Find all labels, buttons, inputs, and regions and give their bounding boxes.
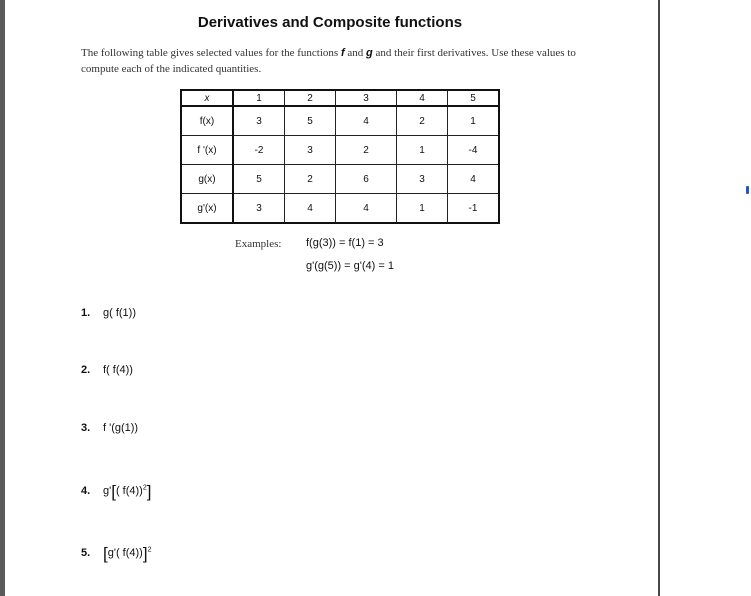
table-cell: 5 bbox=[233, 165, 285, 194]
table-cell: 6 bbox=[336, 165, 397, 194]
header-cell: 5 bbox=[448, 90, 500, 106]
header-cell: 1 bbox=[233, 90, 285, 106]
open-bracket: [ bbox=[103, 544, 108, 563]
table-cell: 4 bbox=[336, 194, 397, 224]
table-row-fprime bbox=[181, 136, 499, 165]
table-cell: -1 bbox=[448, 194, 500, 224]
intro-g: g bbox=[366, 47, 373, 59]
scroll-marker bbox=[746, 186, 749, 194]
header-cell: 2 bbox=[285, 90, 336, 106]
table-cell: 4 bbox=[336, 106, 397, 136]
table-row-gprime bbox=[181, 194, 499, 224]
expr-inner: g'( f(4)) bbox=[107, 547, 143, 559]
table-cell: 2 bbox=[285, 165, 336, 194]
table-cell: 4 bbox=[448, 165, 500, 194]
table-cell: 3 bbox=[233, 106, 285, 136]
close-bracket: ] bbox=[142, 544, 148, 563]
table-cell: 1 bbox=[397, 194, 448, 224]
open-bracket: [ bbox=[111, 482, 116, 501]
intro-text-1: The following table gives selected values for the functions bbox=[81, 47, 341, 59]
intro-f: f bbox=[340, 47, 345, 59]
question-5 bbox=[81, 544, 151, 564]
expr-inner: ( f(4)) bbox=[115, 485, 143, 497]
table-cell: 5 bbox=[285, 106, 336, 136]
close-bracket: ] bbox=[146, 482, 152, 501]
header-x: x bbox=[181, 90, 233, 106]
header-cell: 3 bbox=[336, 90, 397, 106]
exponent: 2 bbox=[147, 546, 152, 554]
row-label: f(x) bbox=[181, 106, 233, 136]
question-number: 5. bbox=[81, 547, 91, 559]
question-expression: f( f(4)) bbox=[103, 364, 133, 376]
table-row-f bbox=[181, 106, 499, 136]
question-expression bbox=[103, 544, 152, 563]
question-2 bbox=[81, 364, 133, 376]
question-number: 4. bbox=[81, 485, 91, 497]
question-expression: f '(g(1)) bbox=[103, 422, 139, 434]
header-cell: 4 bbox=[397, 90, 448, 106]
page-title: Derivatives and Composite functions bbox=[197, 14, 463, 31]
question-3 bbox=[81, 422, 138, 434]
example-line-1: f(g(3)) = f(1) = 3 bbox=[306, 237, 384, 249]
question-number: 2. bbox=[81, 364, 91, 376]
viewer-gutter bbox=[660, 0, 751, 596]
question-number: 1. bbox=[81, 307, 91, 319]
table-cell: 4 bbox=[285, 194, 336, 224]
example-line-2: g'(g(5)) = g'(4) = 1 bbox=[306, 260, 394, 272]
row-label: g(x) bbox=[181, 165, 233, 194]
intro-text-2: and their first derivatives. Use these values to compute each of the indicated quantities. bbox=[81, 47, 576, 75]
table-cell: 2 bbox=[336, 136, 397, 165]
question-1 bbox=[81, 307, 136, 319]
examples-label: Examples: bbox=[235, 238, 282, 250]
table-header-row bbox=[181, 90, 499, 106]
left-window-border bbox=[0, 0, 5, 596]
row-label: g'(x) bbox=[181, 194, 233, 224]
table-cell: 1 bbox=[448, 106, 500, 136]
intro-and: and bbox=[344, 47, 367, 59]
table-cell: 3 bbox=[397, 165, 448, 194]
table-cell: -4 bbox=[448, 136, 500, 165]
table-row-g bbox=[181, 165, 499, 194]
table-cell: 3 bbox=[233, 194, 285, 224]
table-cell: 3 bbox=[285, 136, 336, 165]
question-expression bbox=[103, 482, 152, 501]
question-expression: g( f(1)) bbox=[103, 307, 136, 319]
expr-prefix: g' bbox=[103, 485, 112, 497]
table-cell: -2 bbox=[233, 136, 285, 165]
table-cell: 1 bbox=[397, 136, 448, 165]
question-4 bbox=[81, 482, 151, 502]
question-number: 3. bbox=[81, 422, 91, 434]
intro-paragraph bbox=[81, 45, 601, 77]
row-label: f '(x) bbox=[181, 136, 233, 165]
table-cell: 2 bbox=[397, 106, 448, 136]
values-table bbox=[180, 89, 500, 224]
exponent: 2 bbox=[142, 484, 147, 492]
